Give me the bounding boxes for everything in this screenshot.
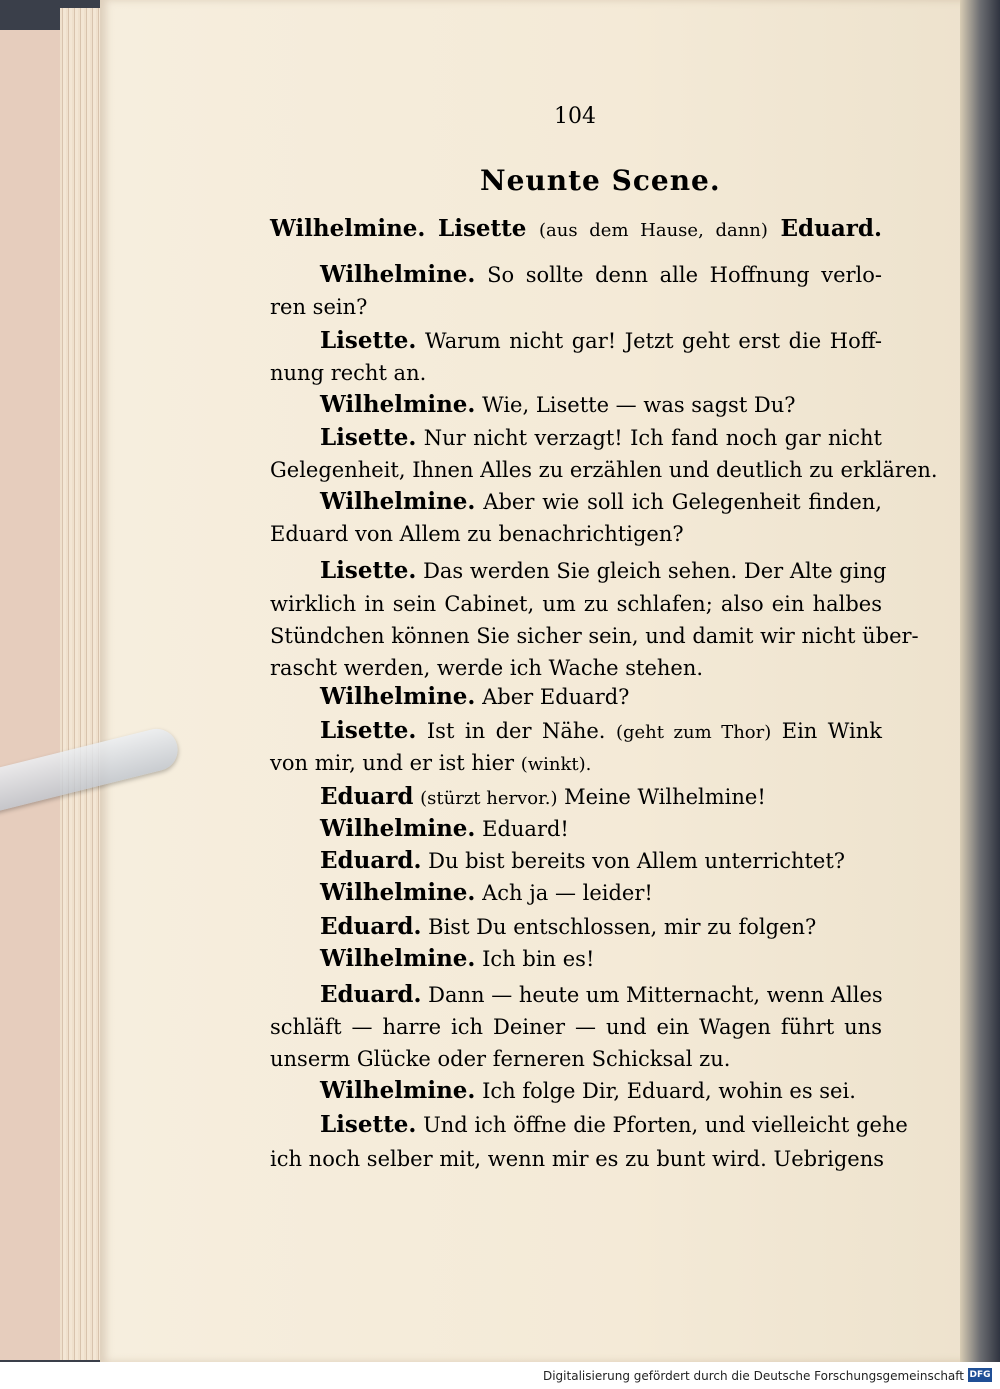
dialogue-line xyxy=(320,682,882,712)
dialogue-text: So sollte denn alle Hoffnung verlo- xyxy=(487,263,882,287)
dialogue-line xyxy=(320,1110,908,1140)
dialogue-line xyxy=(270,1012,882,1042)
dialogue-text: Wie, Lisette — was sagst Du? xyxy=(482,393,796,417)
speaker-name: Wilhelmine. xyxy=(320,815,476,842)
cast-speaker: Eduard. xyxy=(780,215,882,242)
speaker-name: Wilhelmine. xyxy=(320,261,476,288)
cast-speaker: Lisette xyxy=(438,215,527,242)
stage-direction: (winkt). xyxy=(520,754,592,775)
dialogue-line xyxy=(270,1144,882,1174)
dialogue-line xyxy=(320,878,882,908)
dialogue-line xyxy=(320,782,882,814)
dialogue-line xyxy=(320,423,882,453)
dialogue-line xyxy=(320,326,882,356)
speaker-name: Lisette. xyxy=(320,424,417,451)
speaker-name: Eduard. xyxy=(320,913,422,940)
dialogue-text: rascht werden, werde ich Wache stehen. xyxy=(270,656,704,680)
speaker-name: Wilhelmine. xyxy=(320,945,476,972)
dialogue-text: ren sein? xyxy=(270,295,368,319)
speaker-name: Wilhelmine. xyxy=(320,391,476,418)
scene-title: Neunte Scene. xyxy=(480,164,721,197)
speaker-name: Eduard xyxy=(320,783,414,810)
dialogue-text: wirklich in sein Cabinet, um zu schlafen; also ein halbes xyxy=(270,592,882,616)
dialogue-text: Und ich öffne die Pforten, und vielleicht gehe xyxy=(423,1113,908,1137)
dialogue-line xyxy=(270,1044,882,1074)
dialogue-text: Bist Du entschlossen, mir zu folgen? xyxy=(428,915,817,939)
dialogue-text: Eduard von Allem zu benachrichtigen? xyxy=(270,522,684,546)
dialogue-text: ich noch selber mit, wenn mir es zu bunt wird. xyxy=(270,1147,767,1171)
dialogue-line xyxy=(270,748,882,780)
stage-direction: (geht zum Thor) xyxy=(615,722,772,743)
dialogue-line xyxy=(320,814,882,844)
dialogue-line xyxy=(320,716,882,748)
cast-line xyxy=(270,214,882,246)
dialogue-text: Stündchen können Sie sicher sein, und damit wir nicht über- xyxy=(270,624,919,648)
stage-direction: (aus dem Hause, dann) xyxy=(539,220,768,241)
dialogue-line xyxy=(270,621,919,651)
dialogue-line xyxy=(270,589,882,619)
dialogue-text: Dann — heute um Mitternacht, wenn Alles xyxy=(428,983,883,1007)
dialogue-text: Ich bin es! xyxy=(482,947,595,971)
dialogue-text: Ach ja — leider! xyxy=(482,881,653,905)
dialogue-line xyxy=(270,455,938,485)
dialogue-line xyxy=(270,519,882,549)
dialogue-text: Du bist bereits von Allem unterrichtet? xyxy=(428,849,846,873)
dfg-logo-icon: DFG xyxy=(969,1370,991,1380)
dialogue-line xyxy=(270,653,882,683)
dialogue-text: von mir, und er ist hier xyxy=(270,751,515,775)
dialogue-line xyxy=(320,260,882,290)
dialogue-text: Aber Eduard? xyxy=(482,685,630,709)
dialogue-line xyxy=(270,358,882,388)
dialogue-text: schläft — harre ich Deiner — und ein Wagen führt uns xyxy=(270,1015,882,1039)
speaker-name: Eduard. xyxy=(320,847,422,874)
speaker-name: Lisette. xyxy=(320,1111,417,1138)
speaker-name: Lisette. xyxy=(320,327,417,354)
page-number: 104 xyxy=(554,104,596,129)
speaker-name: Lisette. xyxy=(320,717,417,744)
dialogue-line xyxy=(270,292,882,322)
speaker-name: Wilhelmine. xyxy=(320,879,476,906)
dialogue-line xyxy=(320,846,882,876)
footer-credit: Digitalisierung gefördert durch die Deutsche Forschungsgemeinschaft xyxy=(542,1369,964,1383)
dialogue-text: Aber wie soll ich Gelegenheit finden, xyxy=(483,490,882,514)
speaker-name: Wilhelmine. xyxy=(320,683,476,710)
speaker-name: Wilhelmine. xyxy=(320,1077,476,1104)
speaker-name: Wilhelmine. xyxy=(320,488,476,515)
speaker-name: Lisette. xyxy=(320,557,417,584)
dialogue-line xyxy=(320,487,882,517)
speaker-name: Eduard. xyxy=(320,981,422,1008)
dialogue-line xyxy=(320,944,882,974)
dialogue-text: Eduard! xyxy=(482,817,569,841)
dialogue-text: Nur nicht verzagt! Ich fand noch gar nicht xyxy=(423,426,882,450)
dialogue-text: Ist in der Nähe. xyxy=(426,719,606,743)
dialogue-line xyxy=(320,1076,882,1106)
book-gutter xyxy=(960,0,1000,1362)
dialogue-text: Warum nicht gar! Jetzt geht erst die Hoff- xyxy=(424,329,882,353)
dialogue-text: Das werden Sie gleich sehen. Der Alte ging xyxy=(423,559,887,583)
dialogue-line xyxy=(320,912,882,942)
catchword: Uebrigens xyxy=(773,1147,884,1171)
dialogue-text: Meine Wilhelmine! xyxy=(564,785,766,809)
dialogue-text: unserm Glücke oder ferneren Schicksal zu. xyxy=(270,1047,731,1071)
cast-speaker: Wilhelmine. xyxy=(270,215,426,242)
dialogue-text: Ich folge Dir, Eduard, wohin es sei. xyxy=(482,1079,856,1103)
dialogue-line xyxy=(320,390,882,420)
dialogue-text: nung recht an. xyxy=(270,361,427,385)
dialogue-line xyxy=(320,980,882,1010)
dialogue-text: Gelegenheit, Ihnen Alles zu erzählen und deutlich zu erklären. xyxy=(270,458,938,482)
dialogue-text: Ein Wink xyxy=(781,719,882,743)
dialogue-line xyxy=(320,556,887,586)
stage-direction: (stürzt hervor.) xyxy=(420,788,558,809)
